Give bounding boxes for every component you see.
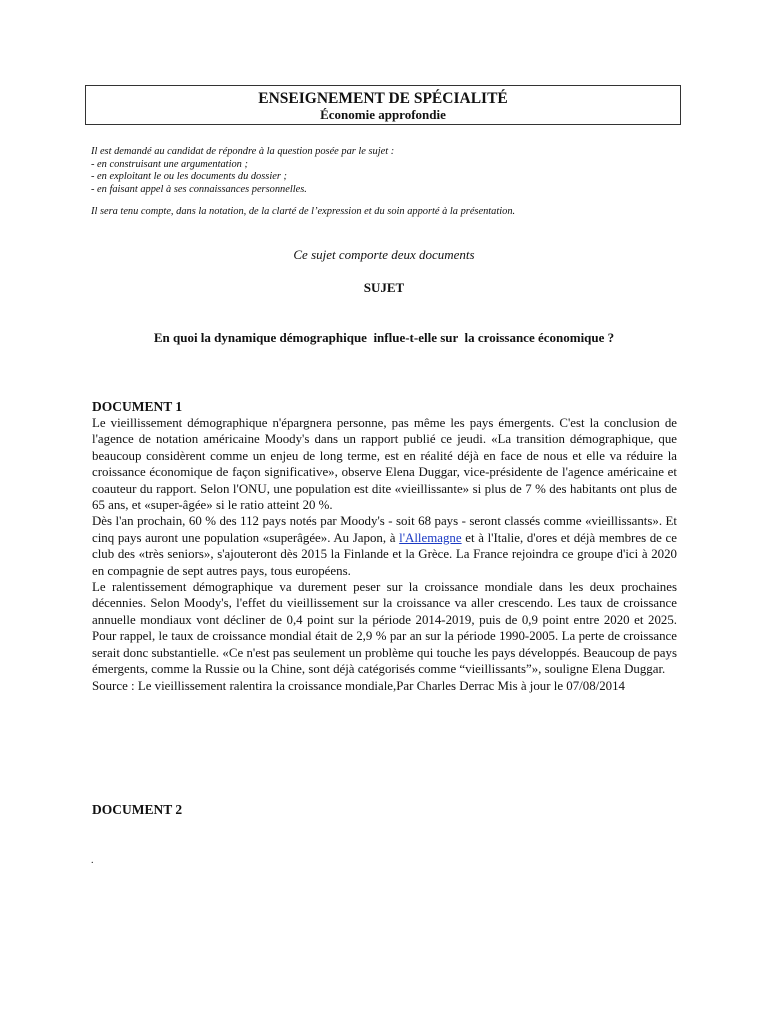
document-count: Ce sujet comporte deux documents: [293, 247, 475, 262]
paragraph-text: et à l'Italie, d'ores et déjà membres de ce club des «très seniors», s'ajouteront dès 2015 la Finlande et la Grèce. La France rejoindra ce groupe d'ici à 2020 en compagnie de sept autres pays, tous européens.: [92, 530, 678, 578]
document1-paragraph: Le ralentissement démographique va durement peser sur la croissance mondiale dans les deux prochaines décennies. Selon Moody's, l'effet du vieillissement sur la croissance va aller crescendo. Les taux de croissance annuelle mondiaux vont décliner de 0,4 point sur la période 2014-2019, puis de 0,9 point entre 2020 et 2025. Pour rappel, le taux de croissance mondial était de 2,9 % par an sur la période 1990-2005. La perte de croissance serait donc substantielle. «Ce n'est pas seulement un problème qui touche les pays développés. Beaucoup de pays émergents, comme la Russie ou la Chine, sont déjà catégorisés comme “vieillissants”», souligne Elena Duggar.: [92, 580, 677, 677]
instruction-line: - en exploitant le ou les documents du dossier ;: [91, 171, 287, 182]
document1-paragraph: Le vieillissement démographique n'épargnera personne, pas même les pays émergents. C'est la conclusion de l'agence de notation américaine Moody's dans un rapport publié ce jeudi. «La transition démographique, que beaucoup considèrent comme un enjeu de long terme, est en réalité déjà en face de nous et elle va réduire la croissance économique de façon significative», observe Elena Duggar, vice-présidente de l'agence américaine et coauteur du rapport. Selon l'ONU, une population est dite «vieillissante» si plus de 7 % des habitants ont plus de 65 ans, et «super-âgée» si le ratio atteint 20 %.: [92, 416, 677, 513]
instructions: [91, 146, 691, 219]
document1-title: DOCUMENT 1: [92, 399, 183, 414]
sujet-label: SUJET: [363, 280, 405, 295]
document1-paragraph: [92, 513, 677, 579]
document2-title: DOCUMENT 2: [92, 802, 183, 817]
instruction-line: - en faisant appel à ses connaissances personnelles.: [91, 183, 307, 195]
allemagne-link[interactable]: l'Allemagne: [399, 530, 462, 545]
header-subtitle: Économie approfondie: [320, 107, 446, 122]
document1-source: Source : Le vieillissement ralentira la croissance mondiale,Par Charles Derrac Mis à jour le 07/08/2014: [92, 678, 626, 693]
instruction-line: Il est demandé au candidat de répondre à la question posée par le sujet :: [91, 146, 395, 157]
paragraph-text: Dès l'an prochain, 60 % des 112 pays notés par Moody's - soit 68 pays - seront classés comme «vieillissants». Et cinq pays auront une population «superâgée». Au Japon, à: [92, 514, 677, 545]
subject-question: En quoi la dynamique démographique influe-t-elle sur la croissance économique ?: [153, 330, 615, 345]
header-box: [85, 85, 681, 125]
instruction-line: - en construisant une argumentation ;: [91, 158, 248, 170]
document1-body: [92, 415, 677, 694]
trailing-dot: .: [91, 855, 94, 866]
instruction-note: Il sera tenu compte, dans la notation, de la clarté de l’expression et du soin apporté à la présentation.: [91, 206, 516, 217]
header-title: ENSEIGNEMENT DE SPÉCIALITÉ: [258, 90, 508, 107]
